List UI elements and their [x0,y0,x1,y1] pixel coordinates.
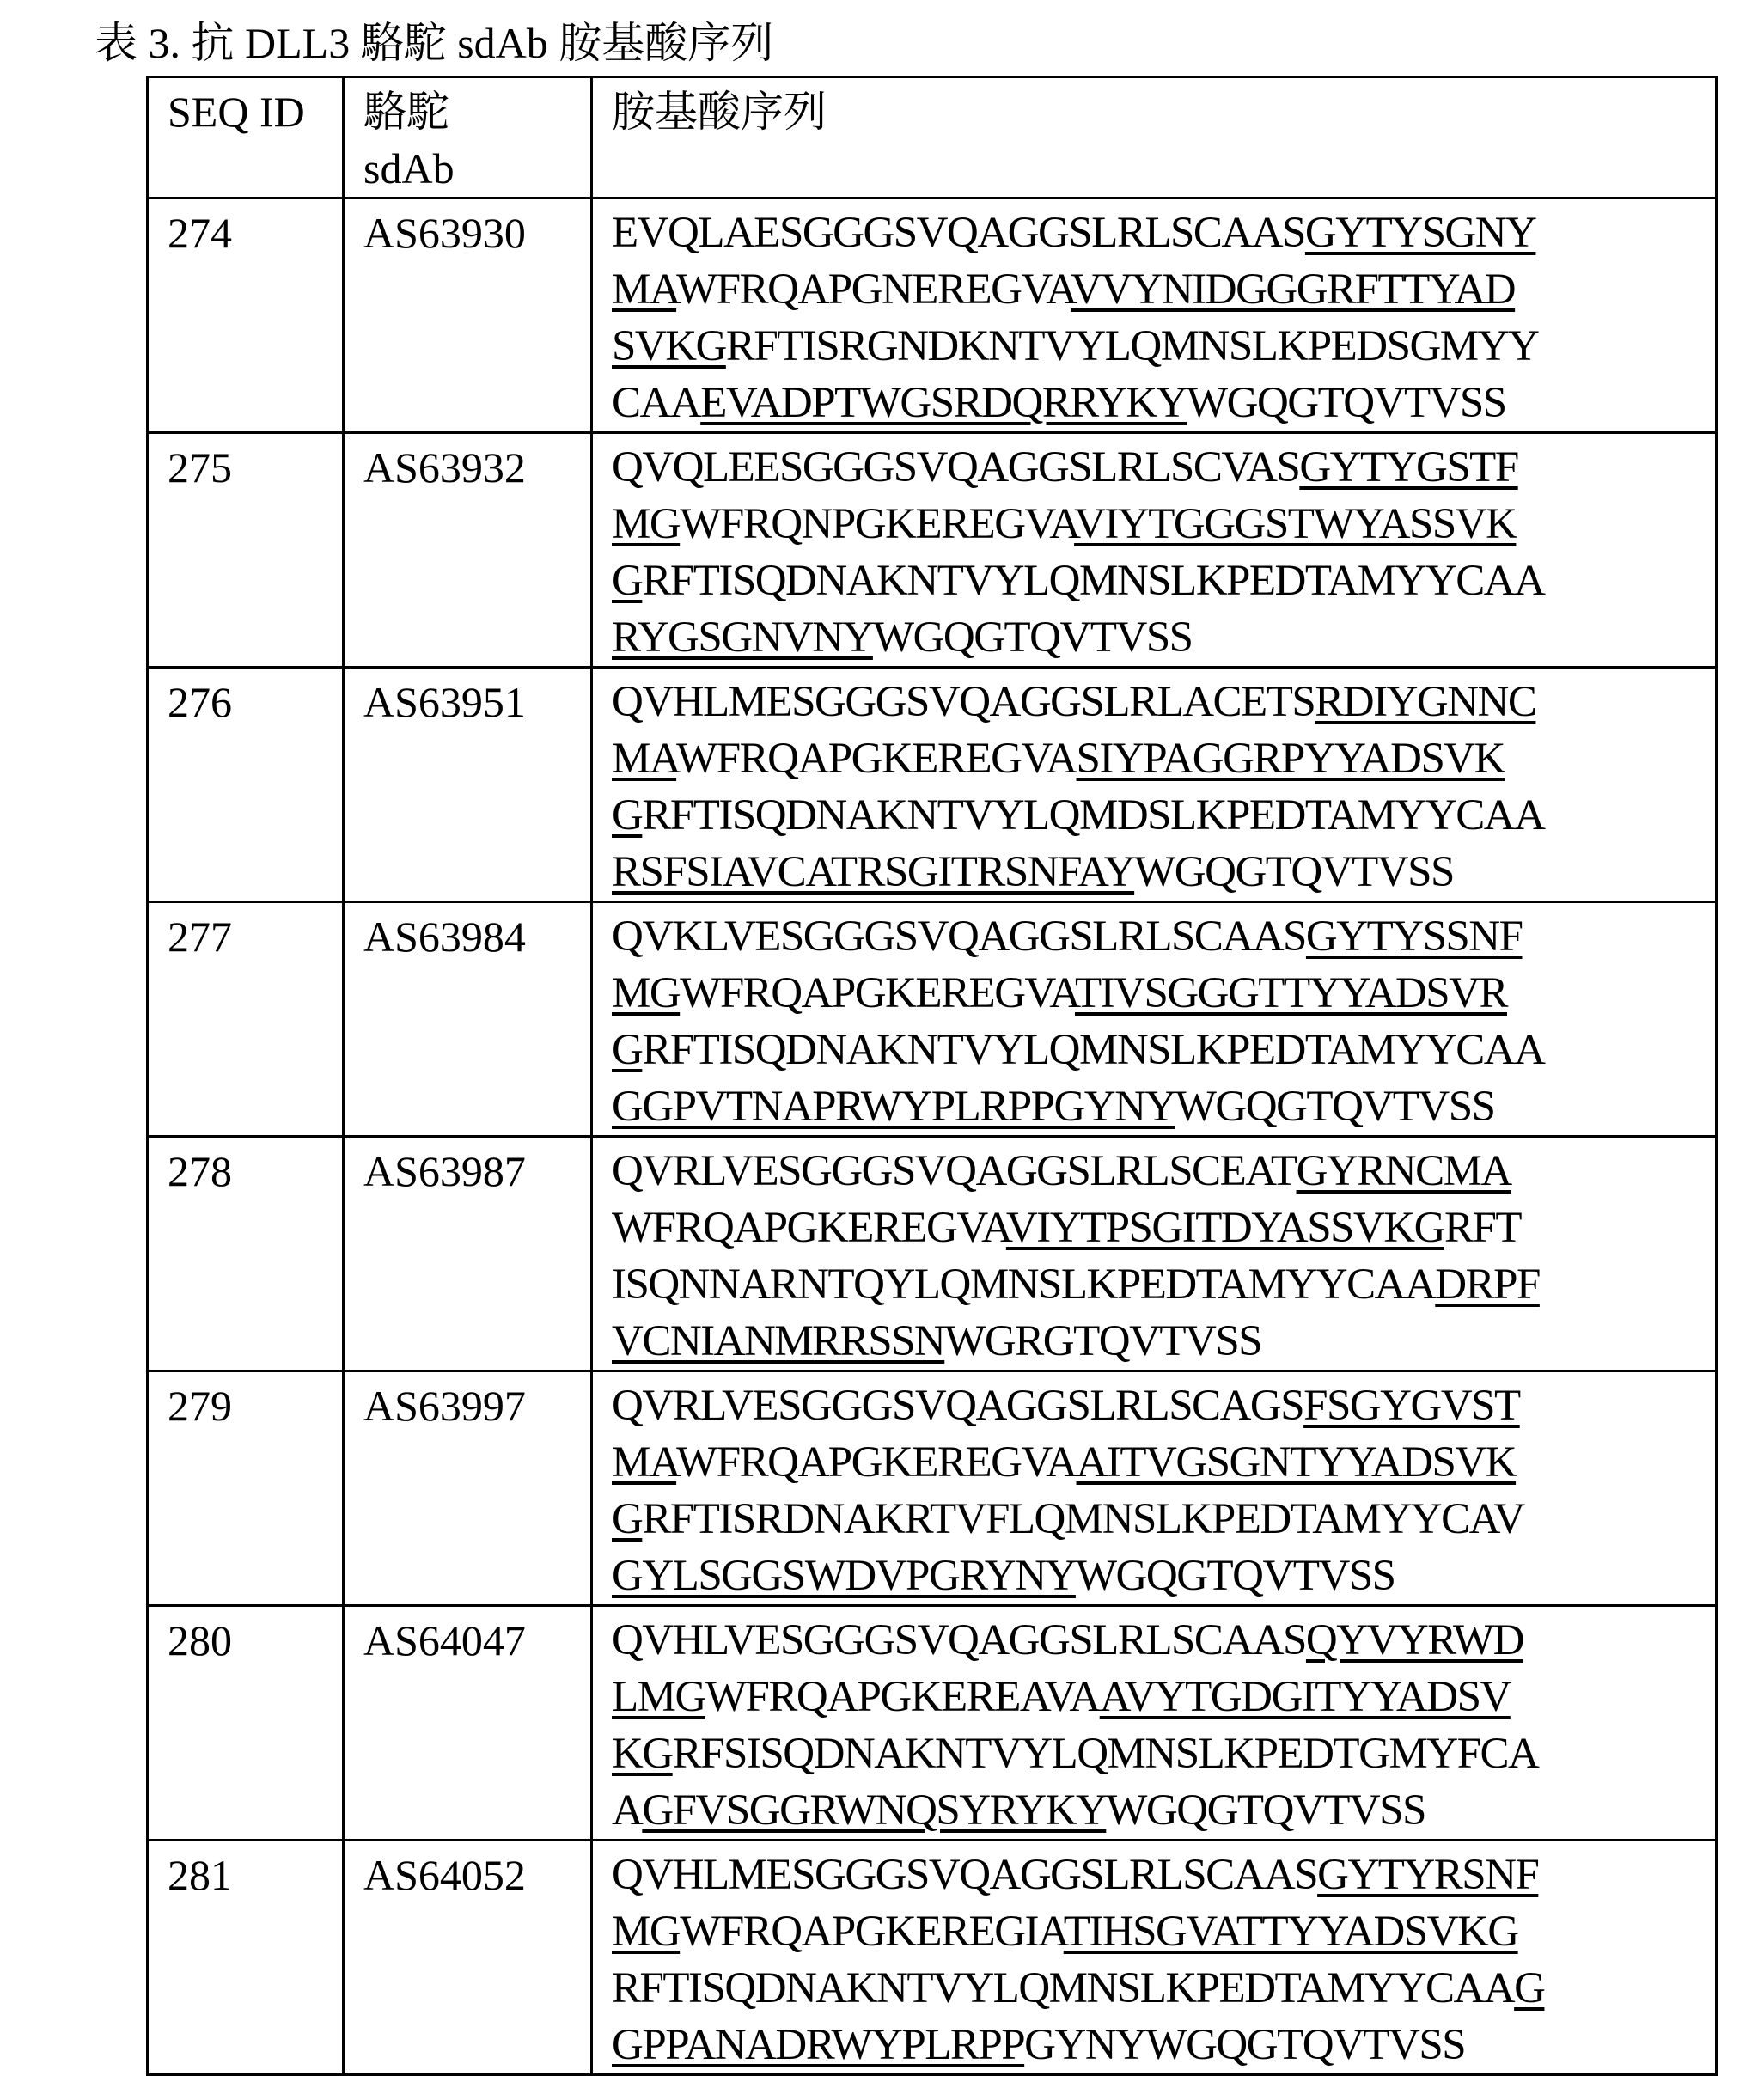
cdr-segment: GYRNCMA [1297,1147,1511,1195]
framework-segment: WFRQAPGKEREGVA [680,969,1075,1017]
framework-segment: QVKLVESGGGSVQAGGSLRLSCAAS [612,913,1306,961]
cdr-segment: TIHSGVATTYYADSVKG [1064,1908,1518,1956]
table-row [148,668,1717,902]
cdr-segment: G [612,557,642,605]
sequence-line [612,1847,1696,1903]
framework-segment: RFSISQDNAKNTVYLQMNSLKPEDTGMYFCA [673,1730,1539,1778]
cdr-segment: GYTYSSNF [1306,913,1523,961]
cdr-segment: GFVSGGRWNQSYRYKY [642,1786,1106,1835]
cdr-segment: LMG [612,1673,705,1721]
sequence-line [612,205,1696,261]
sequence-table [146,76,1718,2076]
framework-segment: WFRQAPGKEREAVA [705,1673,1100,1721]
framework-segment: RFTISRGNDKNTVYLQMNSLKPEDSGMYY [726,322,1538,370]
framework-segment: WGQGTQVTVSS [1134,848,1454,896]
framework-segment: ISQNNARNTQYLQMNSLKPEDTAMYYCAA [612,1261,1435,1309]
cdr-segment: RDIYGNNC [1315,678,1535,726]
table-row [148,198,1717,433]
framework-segment: QVRLVESGGGSVQAGGSLRLSCEAT [612,1147,1297,1195]
cdr-segment: G [1514,1964,1544,2012]
framework-segment: EVQLAESGGGSVQAGGSLRLSCAAS [612,209,1305,257]
sequence-cell [592,902,1717,1137]
cdr-segment: VIYTGGGSTWYASSVK [1074,500,1516,548]
sdab-name-cell: AS63997 [344,1371,592,1606]
sequence-line [612,1313,1696,1370]
sequence-line [612,609,1696,666]
cdr-segment: KG [612,1730,673,1778]
table-row [148,902,1717,1137]
sequence-line [612,965,1696,1022]
cdr-segment: G [612,791,642,840]
cdr-segment: AITVGSGNTYYADSVK [1077,1438,1517,1487]
table-row [148,1137,1717,1371]
sequence-cell [592,198,1717,433]
cdr-segment: GPPANADRWYPLRPP [612,2021,1024,2069]
cdr-segment: GYLSGGSWDVPGRYNY [612,1552,1076,1600]
framework-segment: RFTISQDNAKNTVYLQMNSLKPEDTAMYYCAA [642,1026,1544,1074]
sequence-line [612,375,1696,431]
framework-segment: WFRQAPGKEREGVA [612,1204,1006,1252]
cdr-segment: SVKG [612,322,726,370]
sequence-cell [592,1137,1717,1371]
cdr-segment: TIVSGGGTTYYADSVR [1075,969,1507,1017]
sequence-line [612,908,1696,965]
seq-id-cell: 281 [148,1841,344,2075]
cdr-segment: MG [612,969,680,1017]
header-sdab: 駱駝 sdAb [344,77,592,198]
sequence-line [612,1903,1696,1960]
table-row [148,1841,1717,2075]
framework-segment: RFT [1444,1204,1521,1252]
sequence-line [612,1960,1696,2017]
sdab-name-cell: AS63932 [344,433,592,668]
table-caption: 表 3. 抗 DLL3 駱駝 sdAb 胺基酸序列 [95,15,773,70]
framework-segment: WGQGTQVTVSS [1187,379,1506,427]
cdr-segment: VIYTPSGITDYASSVKG [1006,1204,1444,1252]
framework-segment: WFRQNPGKEREGVA [680,500,1074,548]
sequence-line [612,1022,1696,1078]
cdr-segment: FSGYGVST [1303,1382,1520,1430]
framework-segment: QVHLMESGGGSVQAGGSLRLSCAAS [612,1851,1317,1899]
sequence-line [612,1612,1696,1669]
cdr-segment: MA [612,1438,676,1487]
cdr-segment: G [612,1495,642,1543]
seq-id-cell: 277 [148,902,344,1137]
sequence-line [612,1078,1696,1135]
cdr-segment: MA [612,735,676,783]
sequence-cell [592,1841,1717,2075]
seq-id-cell: 279 [148,1371,344,1606]
sequence-line [612,496,1696,553]
sequence-line [612,1548,1696,1604]
cdr-segment: GYTYSGNY [1305,209,1536,257]
framework-segment: GYNYWGQGTQVTVSS [1024,2021,1465,2069]
framework-segment: RFTISQDNAKNTVYLQMDSLKPEDTAMYYCAA [642,791,1544,840]
framework-segment: WFRQAPGNEREGVA [676,266,1071,314]
cdr-segment: SIYPAGGRPYYADSVK [1077,735,1505,783]
sequence-cell [592,668,1717,902]
seq-id-cell: 274 [148,198,344,433]
sequence-cell [592,433,1717,668]
sequence-line [612,844,1696,901]
cdr-segment: AVYTGDGITYYADSV [1100,1673,1511,1721]
seq-id-cell: 278 [148,1137,344,1371]
sequence-cell [592,1606,1717,1841]
cdr-segment: DRPF [1435,1261,1540,1309]
sdab-name-cell: AS63987 [344,1137,592,1371]
sequence-line [612,787,1696,844]
cdr-segment: GGPVTNAPRWYPLRPPGYNY [612,1083,1175,1131]
framework-segment: WGRGTQVTVSS [944,1317,1261,1365]
table-row [148,433,1717,668]
cdr-segment: VCNIANMRRSSN [612,1317,944,1365]
cdr-segment: MA [612,266,676,314]
sdab-name-cell: AS64047 [344,1606,592,1841]
sequence-line [612,1782,1696,1839]
framework-segment: RFTISRDNAKRTVFLQMNSLKPEDTAMYYCAV [642,1495,1523,1543]
cdr-segment: MG [612,1908,680,1956]
framework-segment: WFRQAPGKEREGIA [680,1908,1064,1956]
sdab-name-cell: AS63984 [344,902,592,1137]
cdr-segment: GYTYGSTF [1299,443,1517,492]
table-row [148,1606,1717,1841]
framework-segment: WGQGTQVTVSS [873,614,1193,662]
sequence-line [612,318,1696,375]
framework-segment: A [612,1786,642,1835]
framework-segment: QVHLMESGGGSVQAGGSLRLACETS [612,678,1315,726]
sequence-line [612,261,1696,318]
sdab-name-cell: AS64052 [344,1841,592,2075]
table-row [148,1371,1717,1606]
sequence-cell [592,1371,1717,1606]
sdab-name-cell: AS63930 [344,198,592,433]
sdab-name-cell: AS63951 [344,668,592,902]
sequence-line [612,1143,1696,1200]
cdr-segment: GYTYRSNF [1317,1851,1538,1899]
framework-segment: RFTISQDNAKNTVYLQMNSLKPEDTAMYYCAA [642,557,1544,605]
framework-segment: QVQLEESGGGSVQAGGSLRLSCVAS [612,443,1299,492]
sequence-line [612,2017,1696,2073]
framework-segment: WFRQAPGKEREGVA [676,1438,1076,1487]
sequence-line [612,553,1696,609]
framework-segment: WGQGTQVTVSS [1076,1552,1395,1600]
header-sequence: 胺基酸序列 [592,77,1717,198]
seq-id-cell: 275 [148,433,344,668]
framework-segment: WGQGTQVTVSS [1106,1786,1425,1835]
framework-segment: QVRLVESGGGSVQAGGSLRLSCAGS [612,1382,1303,1430]
cdr-segment: VVYNIDGGGRFTTYAD [1071,266,1515,314]
sequence-line [612,1725,1696,1782]
cdr-segment: RSFSIAVCATRSGITRSNFAY [612,848,1134,896]
framework-segment: RFTISQDNAKNTVYLQMNSLKPEDTAMYYCAA [612,1964,1514,2012]
header-seq-id: SEQ ID [148,77,344,198]
seq-id-cell: 280 [148,1606,344,1841]
sequence-line [612,1434,1696,1491]
sequence-line [612,1377,1696,1434]
sequence-line [612,1256,1696,1313]
cdr-segment: MG [612,500,680,548]
cdr-segment: G [612,1026,642,1074]
sequence-line [612,439,1696,496]
framework-segment: QVHLVESGGGSVQAGGSLRLSCAAS [612,1616,1306,1664]
sequence-line [612,1669,1696,1725]
sequence-line [612,1200,1696,1256]
table-header-row [148,77,1717,198]
cdr-segment: EVADPTWGSRDQRRYKY [700,379,1187,427]
sequence-line [612,730,1696,787]
cdr-segment: RYGSGNVNY [612,614,873,662]
sequence-line [612,674,1696,730]
framework-segment: WFRQAPGKEREGVA [676,735,1076,783]
framework-segment: WGQGTQVTVSS [1175,1083,1495,1131]
cdr-segment: QYVYRWD [1306,1616,1523,1664]
seq-id-cell: 276 [148,668,344,902]
sequence-line [612,1491,1696,1548]
framework-segment: CAA [612,379,700,427]
